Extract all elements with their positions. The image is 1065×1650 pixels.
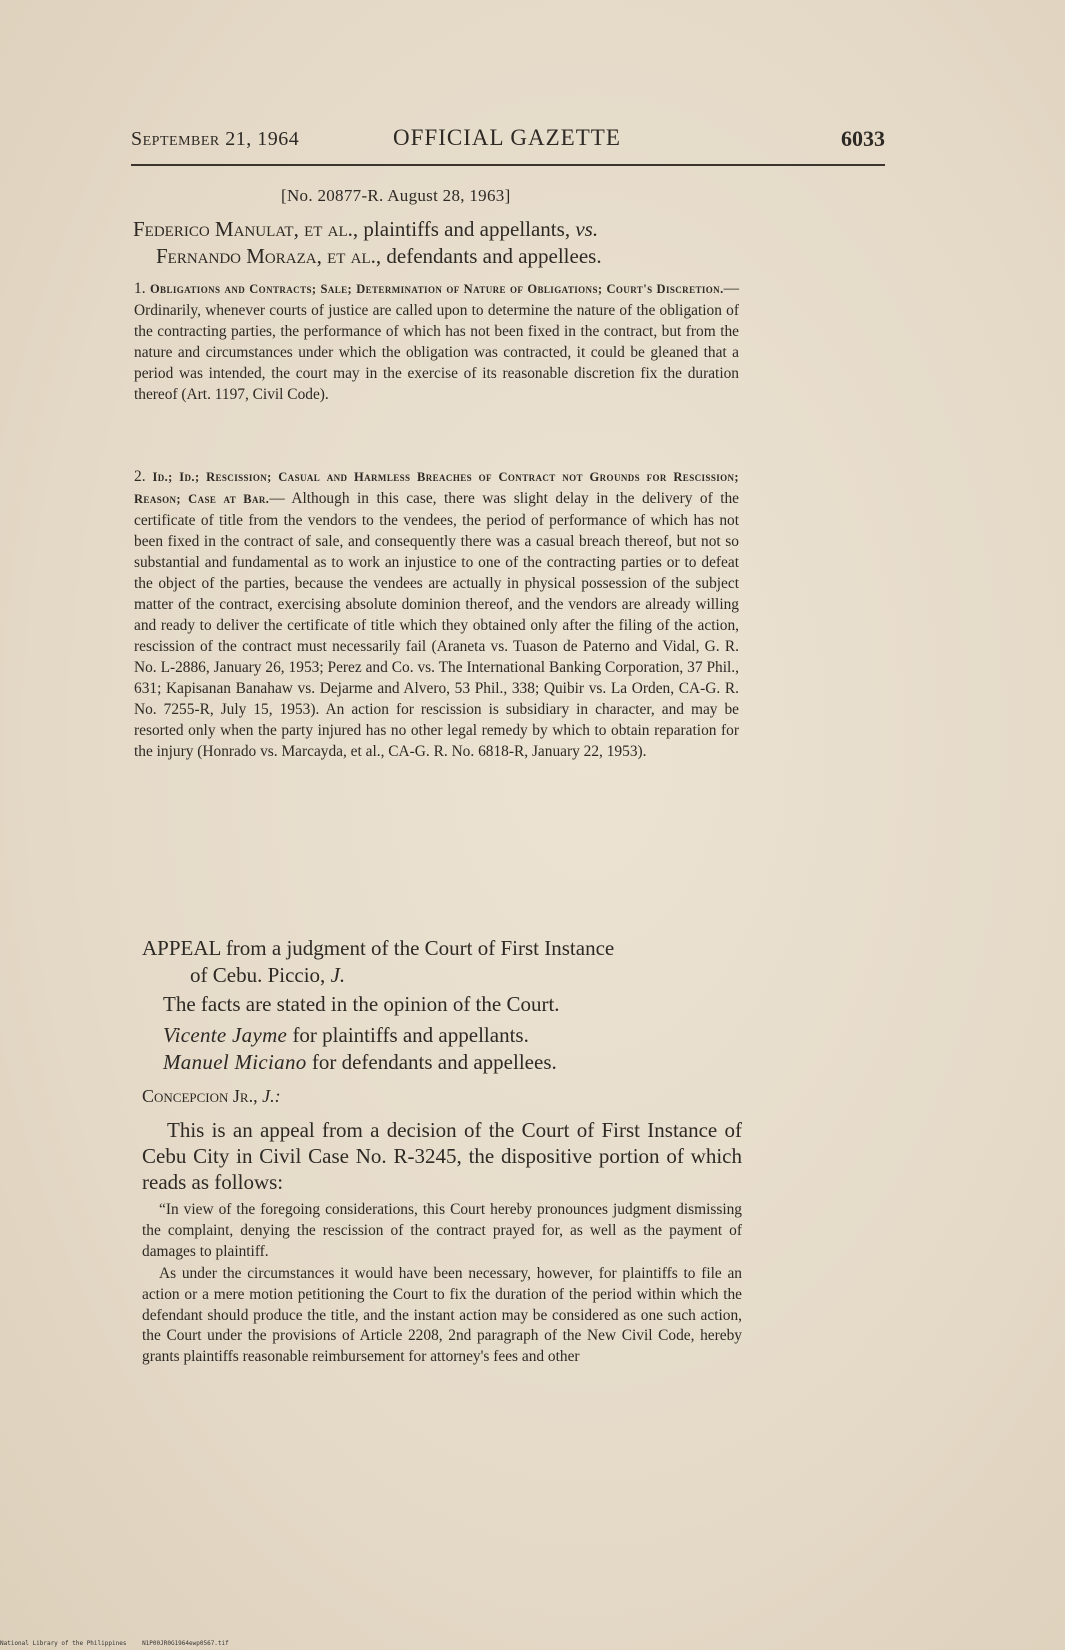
facts-statement: The facts are stated in the opinion of the Court.	[163, 992, 560, 1016]
appeal-judge-suffix: J.	[330, 963, 346, 987]
syllabus-text: — Although in this case, there was slight delay in the delivery of the certificate of title from the vendors to the vendees, the period of performance of which has not been fixed in the contract of sale, and consequently there was a casual breach thereof, but not so substantial and fundamental as to work an injustice to one of the contracting parties or to defeat the object of the parties, because the vendees are actually in physical possession of the subject matter of the contract, exercising absolute dominion thereof, and the vendors are already willing and ready to deliver the certificate of title which they obtained only after the filing of the action, rescission of the contract must necessarily fail (Araneta vs. Tuason de Paterno and Vidal, G. R. No. L-2886, January 26, 1953; Perez and Co. vs. The International Banking Corporation, 37 Phil., 631; Kapisanan Banahaw vs. Dejarme and Alvero, 53 Phil., 338; Quibir vs. La Orden, CA-G. R. No. 7255-R, July 15, 1953). An action for rescission is subsidiary in character, and may be resorted only when the party injured has no other legal remedy by which to obtain reparation for the injury (Honrado vs. Marcayda, et al., CA-G. R. No. 6818-R, January 22, 1953).	[134, 490, 740, 760]
opinion-text: This is an appeal from a decision of the Court of First Instance of Cebu City in Civil Case No. R-3245, the dispositive portion of which reads as follows:	[142, 1118, 742, 1194]
footer-library: National Library of the Philippines	[0, 1640, 127, 1647]
issue-date-month: September	[131, 128, 220, 150]
counsel-defendants	[163, 1049, 557, 1076]
counsel-plaintiffs	[163, 1022, 557, 1049]
issue-date-rest: 21, 1964	[219, 128, 300, 150]
quote-paragraph-1: “In view of the foregoing considerations, this Court hereby pronounces judgment dismissing the complaint, denying the rescission of the contract prayed for, as well as the payment of damages to plaintiff.	[142, 1201, 742, 1260]
syllabus-item-2	[134, 466, 739, 762]
defendant-name: Fernando Moraza, et al.	[156, 244, 376, 268]
syllabus-number: 1.	[134, 280, 146, 297]
counsel-list	[163, 1022, 557, 1076]
plaintiff-role: , plaintiffs and appellants,	[352, 217, 576, 241]
issue-date	[131, 128, 299, 151]
counsel-name: Vicente Jayme	[163, 1023, 288, 1047]
defendant-role: , defendants and appellees.	[375, 244, 602, 268]
ponente: Concepcion Jr., J.:	[142, 1086, 281, 1106]
appeal-statement	[142, 935, 752, 989]
docket-number: [No. 20877-R. August 28, 1963]	[281, 186, 511, 205]
syllabus-heading: Obligations and Contracts; Sale; Determination of Nature of Obligations; Court's Discretion.	[149, 282, 724, 296]
quote-paragraph-2: As under the circumstances it would have been necessary, however, for plaintiffs to file an action or a mere motion petitioning the Court to fix the duration of the period within which the defendant should produce the title, and the instant action may be considered as one such action, the Court under the provisions of Article 2208, 2nd paragraph of the New Civil Code, hereby grants plaintiffs reasonable reimbursement for attorney's fees and other	[142, 1264, 742, 1366]
footer-file: N1P00JR0G1964ewp0567.tif	[142, 1640, 229, 1647]
counsel-role: for plaintiffs and appellants.	[287, 1023, 529, 1047]
justice-suffix: J.:	[262, 1086, 281, 1106]
syllabus-heading: Id.; Id.; Rescission; Casual and Harmless Breaches of Contract not Grounds for Rescission; Reason; Case at Bar.	[134, 470, 739, 506]
appeal-line-1: APPEAL from a judgment of the Court of First Instance	[142, 936, 615, 960]
scan-footer	[0, 1640, 241, 1647]
syllabus-item-1	[134, 278, 739, 405]
versus: vs.	[575, 217, 599, 241]
page-number: 6033	[841, 126, 885, 151]
case-parties	[133, 216, 853, 270]
syllabus-text: —Ordinarily, whenever courts of justice are called upon to determine the nature of the obligation of the contracting parties, the performance of which has not been fixed in the contract, but from the nature and circumstances under which the obligation was contracted, it could be gleaned that a period was intended, the court may in the exercise of its reasonable discretion fix the duration thereof (Art. 1197, Civil Code).	[134, 280, 739, 403]
syllabus-number: 2.	[134, 468, 146, 485]
publication-title: OFFICIAL GAZETTE	[393, 125, 621, 150]
opinion-paragraph	[142, 1117, 742, 1195]
justice-name: Concepcion Jr.	[142, 1086, 254, 1106]
quoted-dispositive	[142, 1200, 742, 1369]
counsel-name: Manuel Miciano	[163, 1050, 307, 1074]
counsel-role: for defendants and appellees.	[306, 1050, 557, 1074]
appeal-line-2: of Cebu. Piccio,	[190, 963, 331, 987]
header-rule	[131, 164, 885, 166]
plaintiff-name: Federico Manulat, et al.	[133, 217, 353, 241]
running-header	[131, 124, 885, 158]
